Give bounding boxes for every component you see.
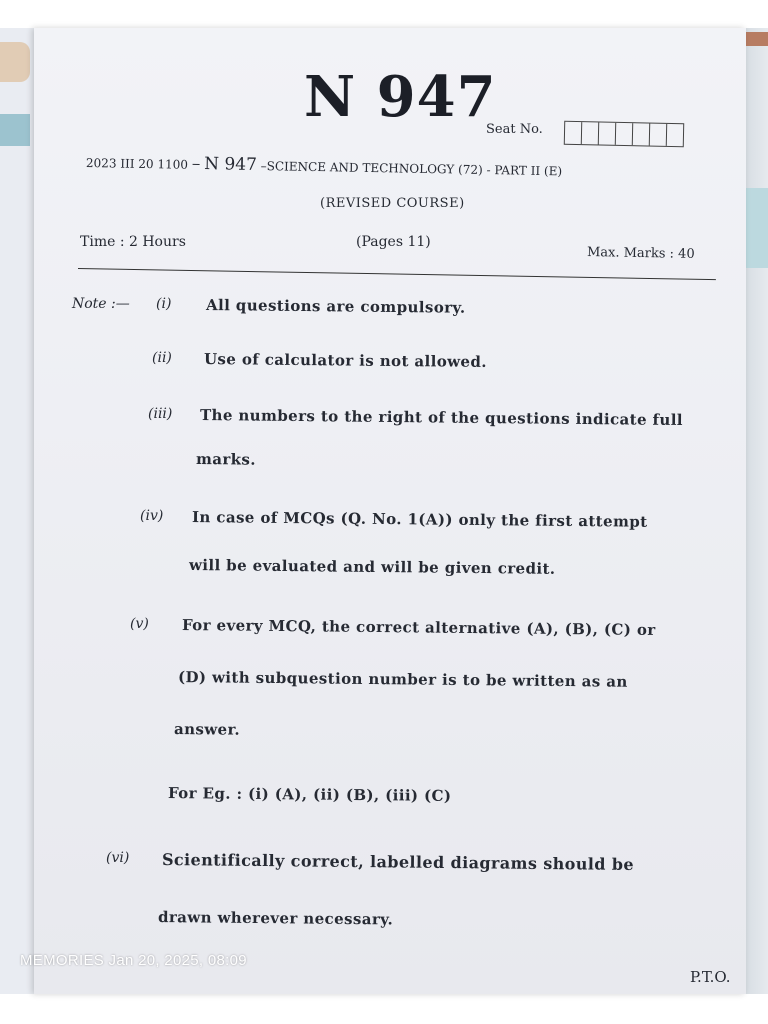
seat-number-boxes [564,121,684,148]
photo-watermark: MEMORIES Jan 20, 2025, 08:09 [20,952,247,969]
note-text: will be evaluated and will be given credit. [188,556,556,578]
note-text: (D) with subquestion number is to be written as an [177,668,628,691]
revised-course: (REVISED COURSE) [320,196,465,211]
note-number: (ii) [152,350,172,366]
time-duration: Time : 2 Hours [80,234,186,250]
note-number: (i) [156,296,172,312]
please-turn-over: P.T.O. [690,968,731,986]
seat-number-label: Seat No. [486,122,543,137]
note-text: drawn wherever necessary. [157,908,394,929]
note-text: answer. [173,720,241,739]
note-number: (vi) [106,850,130,866]
note-number: (iii) [148,406,173,422]
note-label: Note :— [72,296,130,312]
max-marks: Max. Marks : 40 [586,245,695,262]
left-blue-strip [0,114,30,146]
header-dash: – [191,153,201,174]
note-text: Use of calculator is not allowed. [203,350,488,371]
paper-code-heading: N 947 [304,64,497,130]
note-text: For every MCQ, the correct alternative (A), (B), (C) or [181,616,656,639]
seat-box [667,124,683,146]
subject-header-line [86,152,562,180]
note-text: marks. [195,450,257,469]
seat-box [650,124,667,146]
seat-box [616,123,633,145]
seat-box [582,122,599,144]
note-number: (iv) [140,508,164,524]
seat-box [633,123,650,145]
note-text: All questions are compulsory. [205,296,466,317]
left-brown-strip [0,42,30,82]
note-text: The numbers to the right of the questions indicate full [199,406,684,430]
header-rule [78,268,716,280]
header-code: 2023 III 20 1100 [85,156,189,172]
note-text: Scientifically correct, labelled diagrams should be [161,850,635,874]
page-count: (Pages 11) [356,234,431,250]
note-text: In case of MCQs (Q. No. 1(A)) only the first attempt [191,508,648,531]
exam-paper [34,28,746,994]
example-text: For Eg. : (i) (A), (ii) (B), (iii) (C) [167,784,452,805]
note-number: (v) [130,616,149,632]
header-paper-code: N 947 [203,154,258,175]
header-subject: –SCIENCE AND TECHNOLOGY (72) - PART II (E) [260,159,563,179]
seat-box [565,122,582,144]
seat-box [599,122,616,144]
